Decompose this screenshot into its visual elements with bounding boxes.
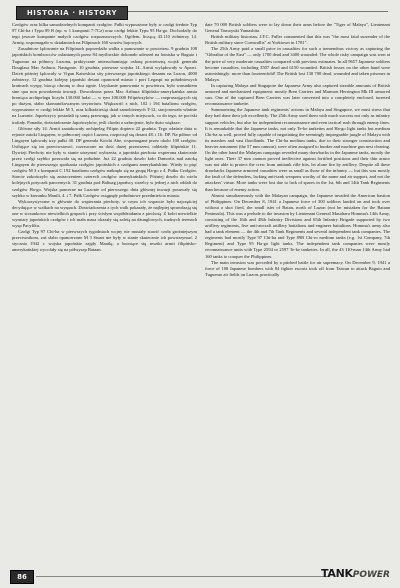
article-body (12, 22, 390, 562)
magazine-logo (321, 567, 390, 580)
english-paragraph: The main invasion was preceded by a pitched battle for air supremacy. On December 9, 1941 a force of 108 Japanese bombers with 84 fighter escorts took off from Taiwan to attack Baguio and Tuguerao air fields on Luzon, practically (205, 259, 390, 277)
english-column (205, 22, 390, 562)
page-footer (0, 566, 400, 588)
english-paragraph: date 70 000 British soldiers were to lay down their arms before the "Tiger of Malaya", Lieutenant General Tomoyuki Yamashita. (205, 22, 390, 34)
polish-paragraph: Zasadnicze lądowanie na Filipinach poprzedziło walka o panowanie w powietrzu. 9 grudnia 108 japońskich bombowców osłanianych przez 84 myśliwskie dokonało uderzeń na lotniska w Baguio i Tuguerao na północy Luzonu, praktycznie unieruchamiając osłonę powietrzną wojsk generała Douglasa Mac Arthura. Następnie, 10 grudnia, pierwsze wojska 14. Armii wylądowały w Aparri. Dzień później lądowały w Vigan Kaiseshira sity pierwszego japońskiego desantu na Luzon, 4000 żołnierzy. 12 grudnia kolejny japoński desant opanował miasto i port Legaspi na południowych krańcach wyspy, biorąc obronę w dwa ognie. Uzyskanie panowania w powietrzu, było warunkiem sine qua non powodzenia inwazji. Dowodzona przez Mac Arthura filipińsko-amerykańska armia broniąca archipelagu liczyła 130.000 ludzi — w tym 100.000 Filipińczyków — rozpraszających się po dużym, słabo skomunikowanym terytorium. Większość z nich, 102 i 194 batalionu czołgów, wyposażone w czołgi lekkie M 3, oraz kilkadziesiąt dział samobieżnych T-12, stacjonowała właśnie na Luzonie. Japończycy posiadali tę samą przewagę, jak w innych miejscach, co do tego, że pociski trafiały. Ponadto, doświadczenie Japończyków, jeśli chodzi o uzbrojenie, było dużo większe. (12, 46, 197, 125)
polish-column (12, 22, 197, 562)
english-paragraph: In capturing Malaya and Singapore the Japanese Army also captured sizeable amounts of British armored and mechanized equipment: mostly Bren Carriers and Marmon Herrington Mk III armored cars. One of the captured Bren Carriers was later converted into a completely enclosed, turreted reconnaissance tankette. (205, 82, 390, 107)
english-paragraph: British military historian, J.F.C. Fuller commented that this was "the most fatal surrender of the British military since Cornwallis" at Yorktown in 1781". (205, 34, 390, 46)
english-paragraph: The 25th Army paid a small price in casualties for such a tremendous victory as capturing the "Gibraltar of the East" — only 1700 dead and 3400 wounded. The whole risky campaign was won at the price of very moderate casualties compared with previous estimates. In all 9657 Japanese soldiers become casualties, including 3507 dead and 6150 wounded. British losses on the other hand were astonishingly: more than fourteenfold! The British lost 138 708 dead, wounded and taken prisoner in Malaya. (205, 46, 390, 82)
polish-paragraph: Główne siły 14. Armii zaatakowały archipelag Filipin dopiero 22 grudnia. Tego właśnie dnia w rejonie zatoki Lingayen, w północnej części Luzonu, rozpoczął się desant 48. i 16. DP. Na północ od Lingayen lądowały trzy pułki 48. DP generała Koichi Abe, wspomagane przez około 100 czołgów. Usiłujące się im przeciwstawić, rozrzucone na dość dużej przestrzeni, oddziały filipińskie 11. Dywizji Piechoty nie były w stanie utrzymać wybrzeża, a japońska piechota wspierana skutecznie przez czołgi szybko posuwała się na południe. Już 22 grudnia doszło koło Damortis nad zatoką Lingayen do pierwszego spotkania czołgów japońskich z czołgami amerykańskimi. Wtedy to pięć czołgów M 3 z kompanii C 192 batalionu czołgów natknęło się na grupę Ha-go z 4. Pułku Czołgów. Starcie zakończyło się zniszczeniem czterech czołgów amerykańskich. Później doszło do wielu kolejnych potyczek pancernych. 31 grudnia pod Baliuag japońscy strzelcy w jednej z nich oddali do czołgów Ha-go. Wojska pancerne na Luzonie od pierwszego dnia głównej inwazji posuwały się szybko w kierunku Manili, 4. i 7. Pułk Czołgów osiągnęły południowe przedmieścia miasta. (12, 125, 197, 198)
section-header-label: HISTORIA · HISTORY (26, 9, 118, 17)
polish-paragraph: Czołgi Typ 97 Chi-ha w pierwszych tygodniach wojny nie musiały stawić czoła groźniejszym przeciwnikom, zaś słabo opancerzone M 3 Stuart nie były w stanie skutecznie ich powstrzymać. 2 stycznia 1942 r. wojska japońskie zajęły Manilę, a broniące się resztki armii filipińsko-amerykańskiej wycofały się na półwysep Bataan. (12, 229, 197, 253)
footer-divider (36, 576, 330, 577)
english-paragraph: Summarizing the Japanese tank regiments' actions in Malaya and Singapore, we must stress that they had done their job excellently. The 25th Army used them with much success not only as infantry support vehicles, but also for independent reconnaissance and even tactical rush through enemy lines. It is remarkable that the Japanese tanks, not only Te-ke tankettes and Ha-go light tanks but medium Chi-ha as well, proved fully capable of negotiating the seemingly impregnable jungle of Malaya with its marshes and vast floodlands. The Chi-ha medium tanks, due to their stronger construction and heavier armament (the 57 mm cannon), were often assigned to bunker and machine gun nest clearing. On the other hand the Malayan campaign revealed many drawbacks in the Japanese tanks, mostly the light ones. Their 37 mm cannon proved ineffective against fortified positions and their thin armor was not able to protect the crew from antitank rifle hits, let alone fire by artillery. Despite all these drawbacks Japanese armored casualties were as small as those of the infantry — but this was mostly the fault of the defenders, lacking anti-tank weapons worthy of the name and air support, and not the attackers' virtue. More tanks were lost due to lack of spares in the 1st, 6th and 14th Tank Regiments than because of enemy action. (205, 107, 390, 192)
header-divider (128, 11, 388, 12)
polish-paragraph: Wykorzystywane w głównie do wspierania piechoty, w czym ich wsparcie było najczęściej decydujące w walkach na wyspach. Doświadczenia z tych walk pokazały, że najlepiej sprawdzają się one w stosunkowo niewielkich grupach i przy ścisłym współdziałaniu z piechotą. Z kolei niewielkie wymiary japońskich czołgów i ich mała masa okazały się zaletą na dżunglowych, trudnych terenach wysp Pacyfiku. (12, 198, 197, 229)
polish-paragraph: Czołgów oraz kilka samodzielnych kompanii czołgów. Pułki wyposażone były w czołgi średnie Typ 97 Chi-ha i Typu 89 B (np. w 1 kompanii 7-7Cz) oraz czołgi lekkie Typu 95 Ha-go. Dochodziły do tego jeszcze kompanie małych czołgów rozpoznawczych. Ogółem, liczącą 43.110 żołnierzy 14. Armię, wspomagało w działaniach na Filipinach 160 wozów bojowych. (12, 22, 197, 46)
section-header (16, 6, 128, 20)
english-paragraph: Almost simultaneously with the Malayan campaign, the Japanese invaded the American bastion of Philippines. On December 8, 1941 a Japanese force of 300 soldiers landed on and took over without a shot fired, the small islet of Batan, north of Luzon (not be mistaken for the Bataan Peninsula). This was a prelude to the invasion by Lieutenant General Masaharu Homma's 14th Army, consisting of the 16th and 48th Infantry Divisions and 65th Infantry Brigade supported by two artillery regiments, five anti-aircraft artillery battalions and engineer battalions. Homma's army also had a tank element — the 4th and 7th Tank Regiments and several independent tank companies. The regiments had mostly Type 97 Chi-ha and Type 89B Chi-ro medium tanks (e.g. 1st Company, 7th Regiment) and Type 95 Ha-go light tanks. The independent tank companies were mostly reconnaissance units with Type 2594 or 2597 Te-ke tankettes. In all, the 43 110-man 14th Army had 160 tanks to conquer the Philippines. (205, 192, 390, 259)
logo-tank-text: TANK (321, 567, 353, 580)
page-number: 86 (10, 570, 34, 584)
logo-power-text: POWER (352, 570, 390, 580)
